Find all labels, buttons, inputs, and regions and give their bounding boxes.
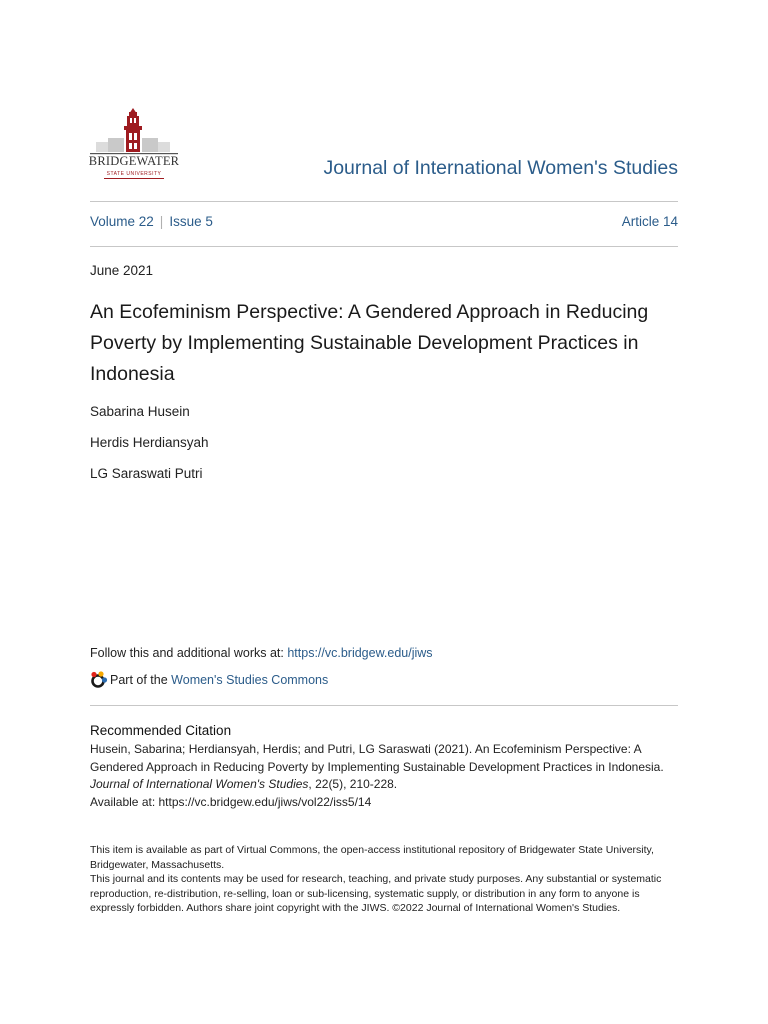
publication-date: June 2021 [90, 263, 154, 278]
logo-subtitle: STATE UNIVERSITY [106, 171, 162, 177]
breadcrumb-separator: | [159, 214, 164, 229]
commons-network-icon [90, 671, 108, 689]
author-name[interactable]: Sabarina Husein [90, 404, 190, 419]
footer-copyright-note: This journal and its contents may be used for research, teaching, and private study purposes. Any substantial or systematic reproduction, re-distribution, re-selling, loan or sub-licensing, systematic supply, or distribution in any form to anyone is expressly forbidden. Authors share joint copyright with the JIWS. ©2022 Journal of International Women's Studies. [90, 873, 662, 915]
footer-repository-note: This item is available as part of Virtual Commons, the open-access institutional repository of Bridgewater State University, Bridgewater, Massachusetts. [90, 844, 654, 871]
citation-volume-pages: , 22(5), 210-228. [308, 777, 398, 791]
part-of-line [90, 671, 328, 689]
repository-link[interactable]: https://vc.bridgew.edu/jiws [287, 646, 433, 660]
issue-link[interactable]: Issue 5 [169, 214, 213, 229]
follow-line [90, 646, 433, 660]
author-name[interactable]: LG Saraswati Putri [90, 466, 203, 481]
logo-underline [104, 178, 164, 179]
footer-notice [90, 843, 680, 916]
citation-divider [90, 705, 678, 706]
citation-heading: Recommended Citation [90, 723, 232, 738]
volume-link[interactable]: Volume 22 [90, 214, 154, 229]
article-link[interactable]: Article 14 [621, 214, 678, 229]
womens-studies-commons-link[interactable]: Women's Studies Commons [171, 673, 329, 687]
issue-breadcrumb [90, 214, 678, 232]
author-name[interactable]: Herdis Herdiansyah [90, 435, 209, 450]
citation-url: Available at: https://vc.bridgew.edu/jiws/vol22/iss5/14 [90, 794, 372, 809]
part-of-prefix: Part of the [110, 673, 168, 687]
bridgewater-logo [88, 108, 180, 184]
citation-journal: Journal of International Women's Studies [90, 777, 309, 791]
issue-divider [90, 246, 678, 247]
logo-wordmark: BRIDGEWATER [88, 154, 180, 168]
citation-text [90, 741, 680, 811]
article-title: An Ecofeminism Perspective: A Gendered Approach in Reducing Poverty by Implementing Sustainable Development Practices in Indonesia [90, 301, 649, 385]
follow-prefix: Follow this and additional works at: [90, 646, 284, 660]
citation-authors-title: Husein, Sabarina; Herdiansyah, Herdis; and Putri, LG Saraswati (2021). An Ecofeminism Perspective: A Gendered Approach in Reducing Poverty by Implementing Sustainable Development Practices in Indonesia. [90, 742, 664, 774]
journal-title-link[interactable]: Journal of International Women's Studies [323, 157, 678, 179]
header-divider [90, 201, 678, 202]
